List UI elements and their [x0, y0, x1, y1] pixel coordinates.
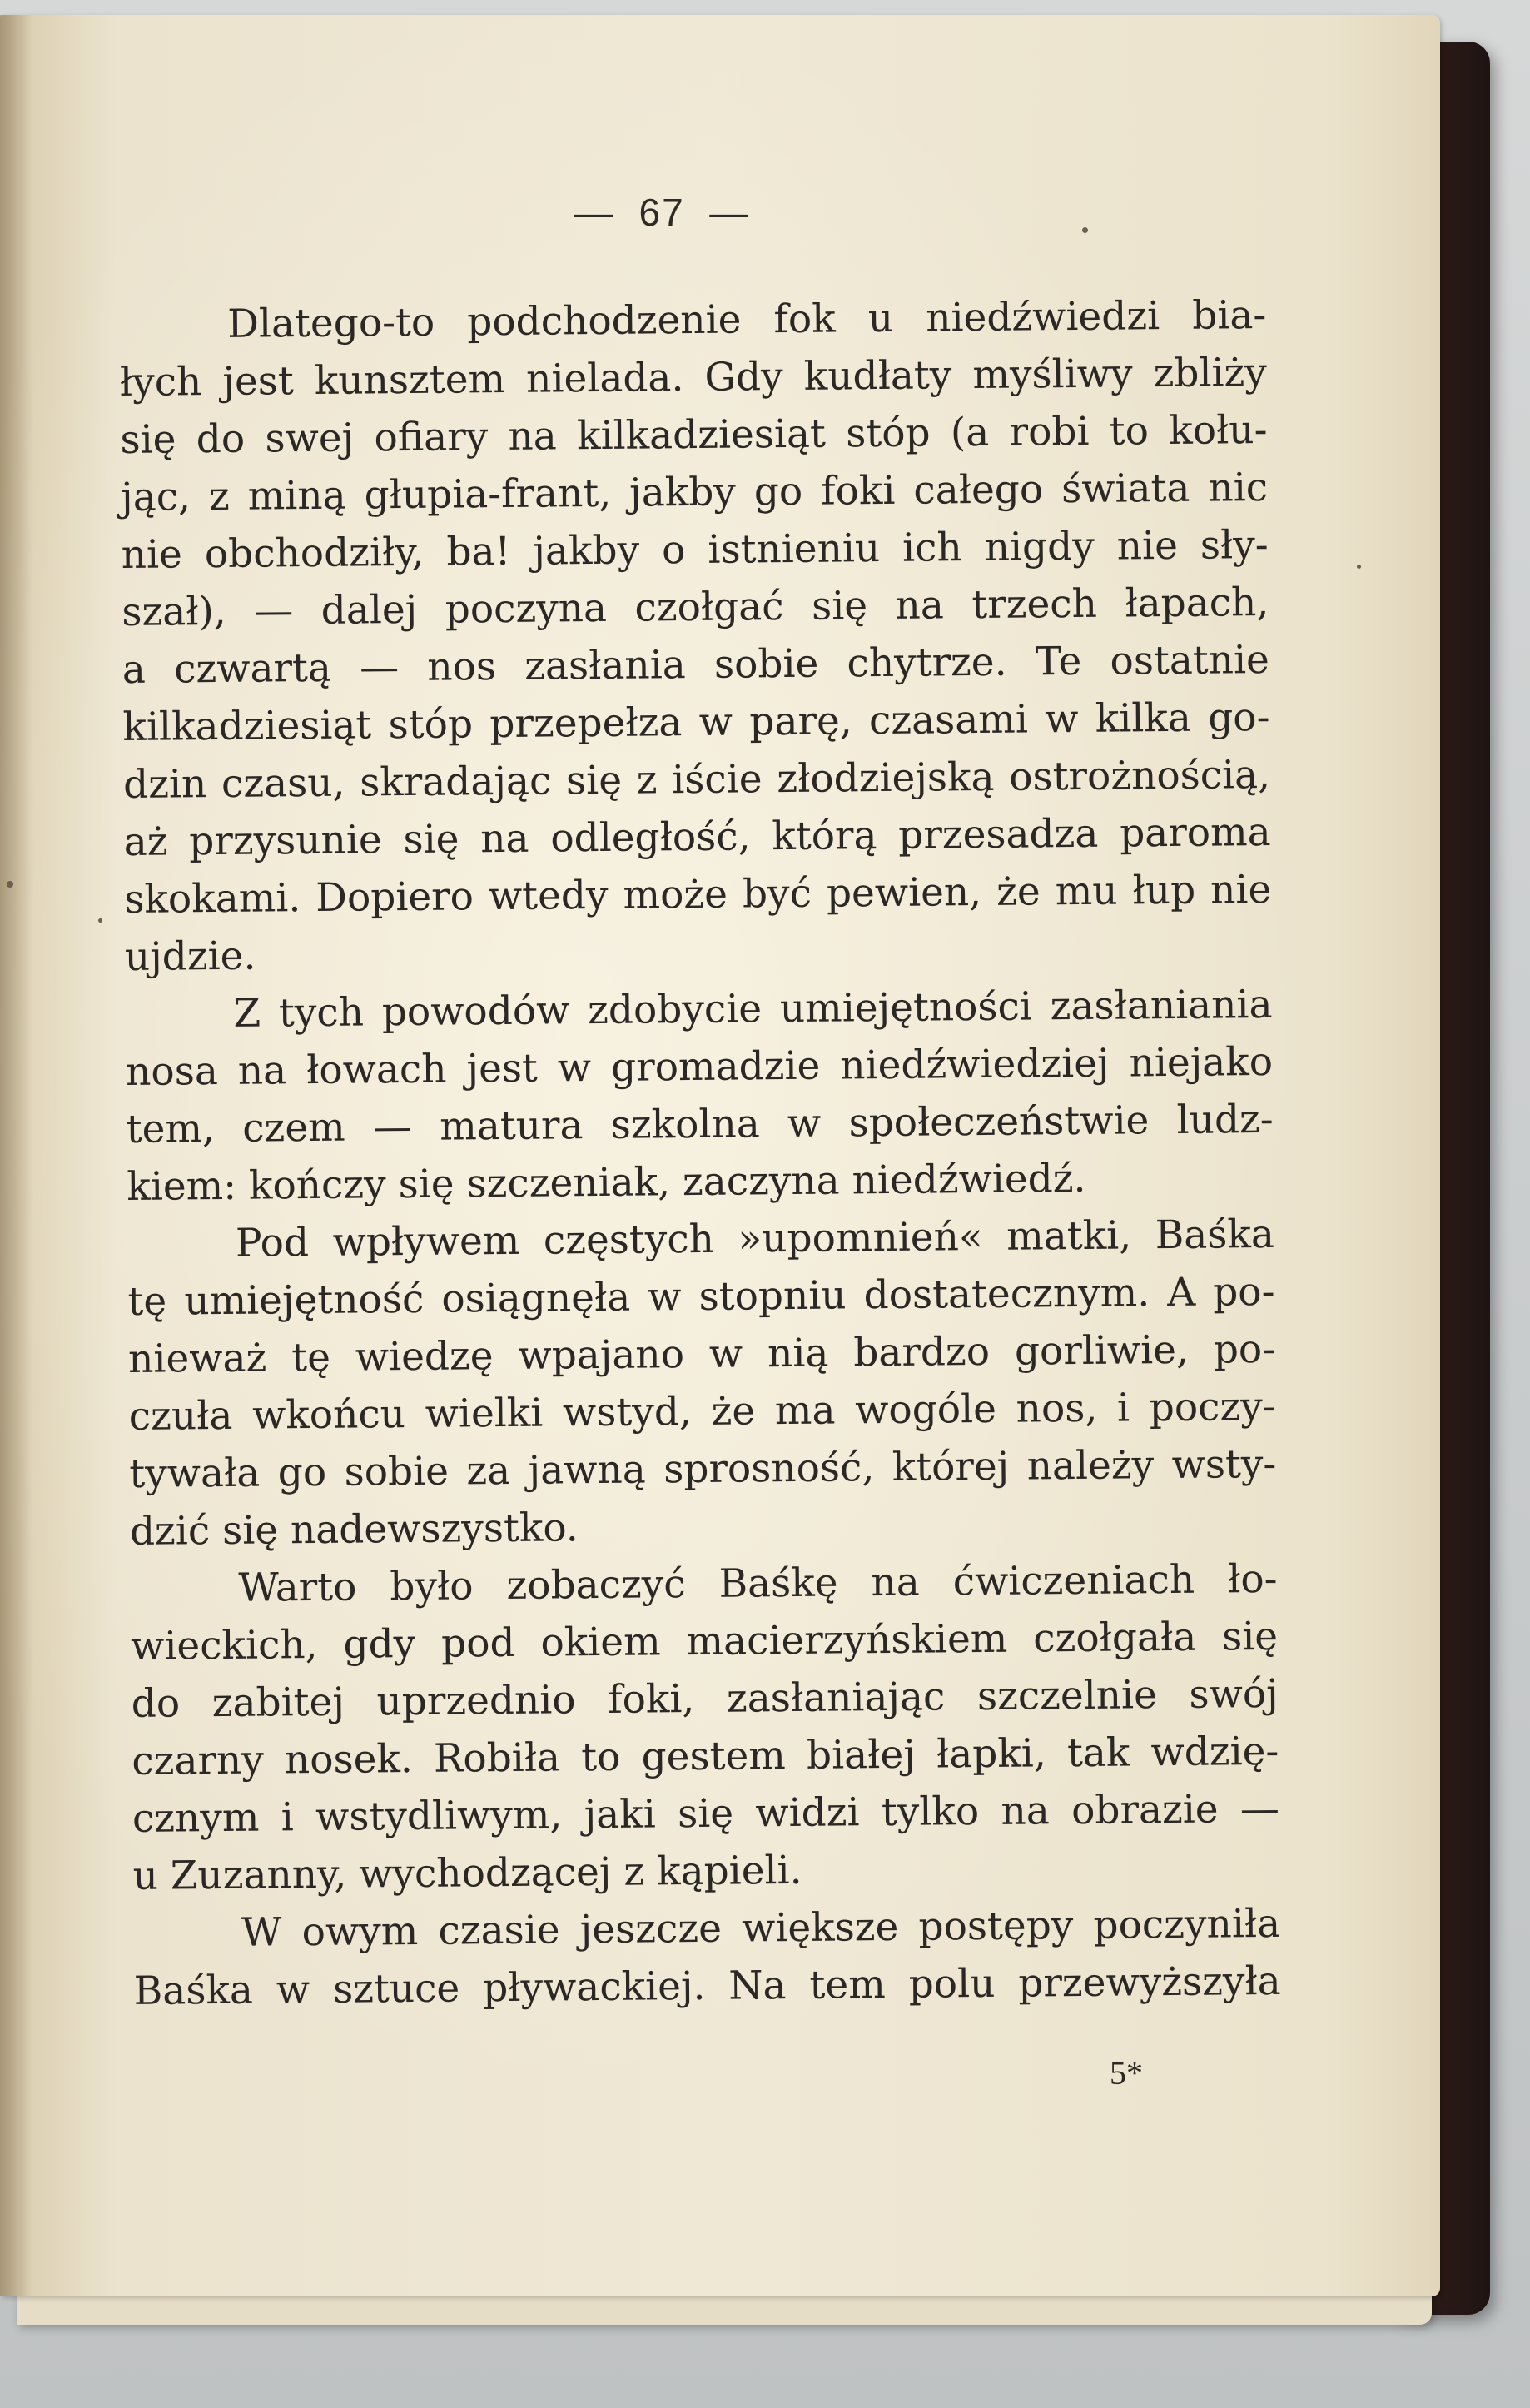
text-line: nie obchodziły, ba! jakby o istnieniu ich nigdy nie sły- [121, 521, 1269, 578]
text-line: tywała go sobie za jawną sprosność, której należy wsty- [129, 1440, 1277, 1497]
text-line: kilkadziesiąt stóp przepełza w parę, czasami w kilka go- [122, 694, 1270, 750]
text-line: Dlatego-to podchodzenie fok u niedźwiedzi bia- [227, 291, 1267, 347]
paper-speck [1357, 565, 1361, 569]
text-line: do zabitej uprzednio foki, zasłaniając szczelnie swój [131, 1670, 1279, 1727]
paper-speck [1082, 227, 1088, 233]
text-line: nosa na łowach jest w gromadzie niedźwiedziej niejako [125, 1038, 1274, 1095]
text-line: szał), — dalej poczyna czołgać się na trzech łapach, [122, 579, 1269, 635]
text-line: się do swej ofiary na kilkadziesiąt stóp (a robi to kołu- [120, 406, 1268, 463]
text-line: dzić się nadewszystko. [129, 1505, 579, 1555]
text-line: Warto było zobaczyć Baśkę na ćwiczeniach ło- [238, 1555, 1278, 1611]
text-line: u Zuzanny, wychodzącej z kąpieli. [132, 1847, 802, 1899]
body-text [119, 286, 1281, 2020]
text-line: aż przysunie się na odległość, którą przesadza paroma [123, 808, 1271, 865]
text-line: skokami. Dopiero wtedy może być pewien, że mu łup nie [124, 866, 1272, 923]
page-number: — 67 — [574, 191, 750, 234]
text-line: jąc, z miną głupia-frant, jakby go foki całego świata nic [120, 464, 1269, 520]
page-gutter [0, 15, 33, 2296]
text-line: czarny nosek. Robiła to gestem białej łapki, tak wdzię- [132, 1728, 1279, 1784]
signature-mark: 5* [1110, 2054, 1143, 2092]
text-line: W owym czasie jeszcze większe postępy poczyniła [241, 1900, 1281, 1956]
text-line: wieckich, gdy pod okiem macierzyńskiem czołgała się [130, 1613, 1279, 1669]
text-line: Z tych powodów zdobycie umiejętności zasłaniania [233, 981, 1273, 1037]
text-line: kiem: kończy się szczeniak, zaczyna niedźwiedź. [127, 1155, 1086, 1210]
text-line: czuła wkońcu wielki wstyd, że ma wogóle nos, i poczy- [128, 1383, 1276, 1440]
text-line: cznym i wstydliwym, jaki się widzi tylko na obrazie — [132, 1785, 1280, 1842]
text-line: tę umiejętność osiągnęła w stopniu dostatecznym. A po- [127, 1268, 1275, 1325]
text-line: ujdzie. [124, 933, 256, 980]
text-line: Pod wpływem częstych »upomnień« matki, Baśka [235, 1211, 1275, 1266]
text-line: tem, czem — matura szkolna w społeczeństwie ludz- [126, 1096, 1274, 1152]
text-line: a czwartą — nos zasłania sobie chytrze. Te ostatnie [122, 636, 1270, 693]
text-line: łych jest kunsztem nielada. Gdy kudłaty myśliwy zbliży [119, 349, 1268, 405]
text-line: Baśka w sztuce pływackiej. Na tem polu przewyższyła [133, 1958, 1281, 2014]
paper-speck [7, 881, 13, 888]
text-line: dzin czasu, skradając się z iście złodziejską ostrożnością, [122, 751, 1271, 808]
paper-speck [98, 918, 102, 923]
text-line: nieważ tę wiedzę wpajano w nią bardzo gorliwie, po- [127, 1326, 1276, 1382]
book-page [0, 15, 1440, 2296]
